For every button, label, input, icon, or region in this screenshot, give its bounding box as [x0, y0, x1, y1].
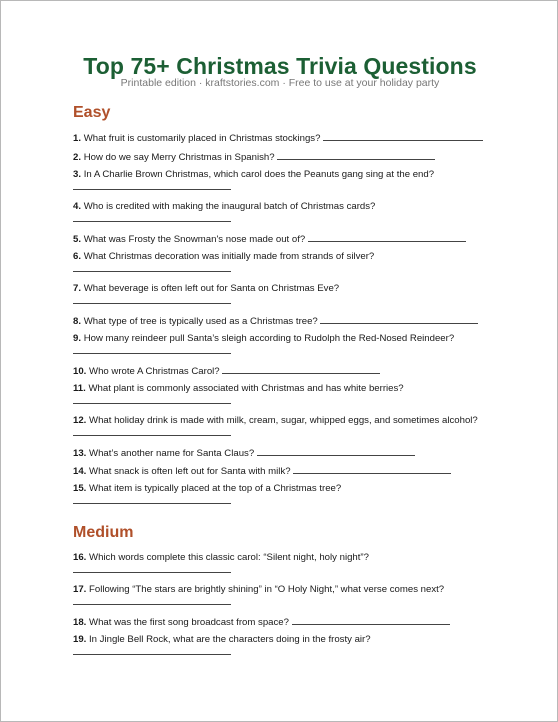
question-number: 8.	[73, 316, 82, 327]
question-2	[73, 151, 435, 164]
question-number: 6.	[73, 251, 82, 262]
answer-line	[222, 365, 380, 374]
question-text: What snack is often left out for Santa with milk?	[89, 466, 291, 477]
question-text: What Christmas decoration was initially made from strands of silver?	[83, 251, 375, 262]
answer-line	[293, 465, 451, 474]
question-16	[73, 552, 369, 564]
answer-line	[292, 616, 450, 625]
question-text: Who wrote A Christmas Carol?	[89, 366, 220, 377]
question-text: Which words complete this classic carol: “Silent night, holy night”?	[89, 552, 369, 563]
answer-line	[73, 654, 231, 655]
question-number: 16.	[73, 552, 87, 563]
question-text: How do we say Merry Christmas in Spanish?	[83, 152, 275, 163]
question-4	[73, 201, 375, 213]
question-number: 13.	[73, 448, 87, 459]
answer-line	[73, 271, 231, 272]
answer-line	[73, 503, 231, 504]
question-text: What holiday drink is made with milk, cream, sugar, whipped eggs, and sometimes alcohol?	[89, 415, 478, 426]
question-text: What was the first song broadcast from space?	[89, 617, 289, 628]
question-text: Who is credited with making the inaugural batch of Christmas cards?	[83, 201, 376, 212]
question-9	[73, 333, 454, 345]
answer-line	[73, 604, 231, 605]
question-text: In A Charlie Brown Christmas, which carol does the Peanuts gang sing at the end?	[83, 169, 435, 180]
answer-line	[73, 189, 231, 190]
question-10	[73, 365, 380, 378]
question-number: 4.	[73, 201, 82, 212]
question-8	[73, 315, 478, 328]
answer-line	[73, 353, 231, 354]
question-text: What item is typically placed at the top of a Christmas tree?	[89, 483, 342, 494]
answer-line	[277, 151, 435, 160]
question-number: 2.	[73, 152, 82, 163]
question-number: 3.	[73, 169, 82, 180]
question-number: 10.	[73, 366, 87, 377]
page-subtitle: Printable edition · kraftstories.com · Free to use at your holiday party	[120, 77, 440, 89]
question-text: What was Frosty the Snowman's nose made out of?	[83, 234, 306, 245]
question-14	[73, 465, 451, 478]
question-number: 15.	[73, 483, 87, 494]
question-number: 11.	[73, 383, 86, 394]
page-title: Top 75+ Christmas Trivia Questions	[83, 53, 477, 79]
question-number: 9.	[73, 333, 82, 344]
question-number: 12.	[73, 415, 87, 426]
answer-line	[73, 435, 231, 436]
answer-line	[73, 403, 231, 404]
question-7	[73, 283, 339, 295]
question-text: How many reindeer pull Santa’s sleigh according to Rudolph the Red-Nosed Reindeer?	[83, 333, 455, 344]
question-1	[73, 132, 483, 145]
answer-line	[320, 315, 478, 324]
question-number: 18.	[73, 617, 87, 628]
question-text: What’s another name for Santa Claus?	[89, 448, 255, 459]
section-heading-easy: Easy	[73, 104, 111, 121]
question-text: What plant is commonly associated with Christmas and has white berries?	[88, 383, 404, 394]
question-number: 19.	[73, 634, 87, 645]
answer-line	[257, 447, 415, 456]
answer-line	[73, 221, 231, 222]
question-number: 14.	[73, 466, 87, 477]
question-15	[73, 483, 341, 495]
section-heading-medium: Medium	[73, 524, 134, 541]
answer-line	[73, 572, 231, 573]
question-11	[73, 383, 404, 395]
answer-line	[308, 233, 466, 242]
answer-line	[73, 303, 231, 304]
question-5	[73, 233, 466, 246]
question-number: 5.	[73, 234, 82, 245]
question-13	[73, 447, 415, 460]
question-number: 17.	[73, 584, 87, 595]
question-number: 7.	[73, 283, 82, 294]
question-12	[73, 415, 478, 427]
question-text: What type of tree is typically used as a Christmas tree?	[83, 316, 318, 327]
question-18	[73, 616, 450, 629]
question-text: What fruit is customarily placed in Christmas stockings?	[83, 133, 321, 144]
question-6	[73, 251, 374, 263]
question-number: 1.	[73, 133, 82, 144]
question-19	[73, 634, 371, 646]
question-text: What beverage is often left out for Santa on Christmas Eve?	[83, 283, 340, 294]
question-text: In Jingle Bell Rock, what are the characters doing in the frosty air?	[89, 634, 371, 645]
question-17	[73, 584, 444, 596]
question-3	[73, 169, 434, 181]
question-text: Following “The stars are brightly shining” in “O Holy Night,” what verse comes next?	[89, 584, 445, 595]
answer-line	[323, 132, 483, 141]
